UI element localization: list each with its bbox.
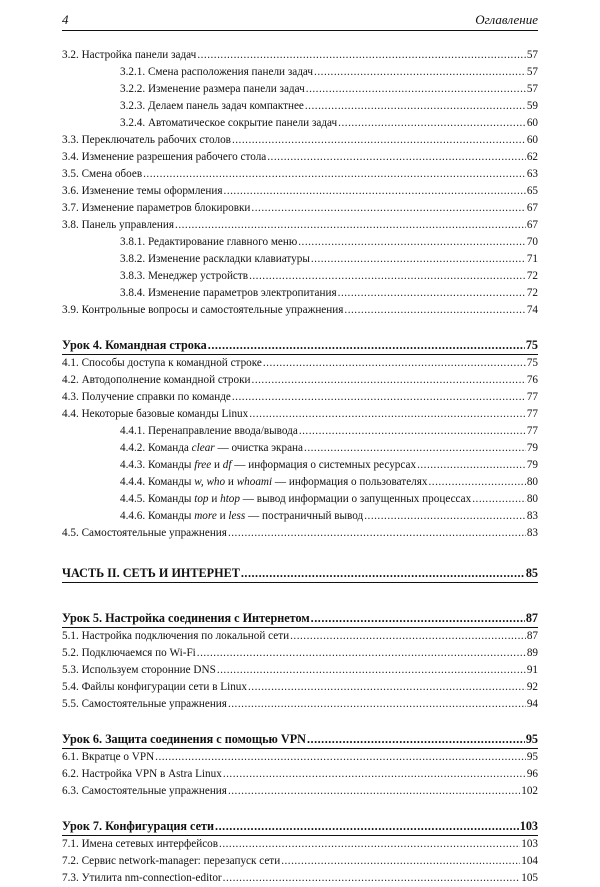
toc-entry[interactable]	[62, 251, 538, 268]
toc-label-text: 5.2. Подключаемся по Wi-Fi	[62, 647, 196, 659]
toc-entry-label	[62, 355, 262, 372]
toc-page-number: 103	[519, 819, 538, 833]
toc-page-number: 77	[526, 408, 538, 420]
toc-label-text: 5.5. Самостоятельные упражнения	[62, 698, 227, 710]
toc-lesson-entry[interactable]	[62, 730, 538, 748]
toc-entry[interactable]	[62, 783, 538, 800]
toc-entry-label	[62, 870, 222, 887]
toc-label-text: 7.1. Имена сетевых интерфейсов	[62, 838, 219, 850]
toc-entry-label	[120, 474, 427, 491]
dot-leader	[197, 645, 526, 662]
toc-entry[interactable]	[62, 183, 538, 200]
toc-entry[interactable]	[62, 766, 538, 783]
toc-label-text: — информация о пользователях	[272, 476, 428, 488]
section-gap	[62, 319, 538, 336]
section-gap	[62, 713, 538, 730]
dot-leader	[338, 285, 526, 302]
toc-entry[interactable]	[62, 64, 538, 81]
toc-page-number: 105	[521, 872, 538, 884]
toc-label-text: 3.2.1. Смена расположения панели задач	[120, 66, 314, 78]
toc-page-number: 79	[526, 459, 538, 471]
toc-label-text: 3.2.4. Автоматическое сокрытие панели задач	[120, 117, 338, 129]
toc-page-number: 77	[526, 391, 538, 403]
toc-command-name: more	[194, 510, 217, 522]
toc-label-text: 4.4. Некоторые базовые команды Linux	[62, 408, 249, 420]
toc-entry-label	[120, 491, 471, 508]
toc-page-number: 60	[526, 117, 538, 129]
toc-entry[interactable]	[62, 406, 538, 423]
toc-page-number: 83	[526, 527, 538, 539]
toc-entry[interactable]	[62, 836, 538, 853]
toc-entry[interactable]	[62, 81, 538, 98]
toc-page-number: 94	[526, 698, 538, 710]
toc-entry[interactable]	[62, 457, 538, 474]
toc-page-number: 95	[526, 751, 538, 763]
toc-page-number: 83	[526, 510, 538, 522]
toc-page-number: 72	[526, 270, 538, 282]
toc-entry-label	[120, 440, 303, 457]
dot-leader	[306, 81, 526, 98]
dot-leader	[249, 406, 526, 423]
dot-leader	[175, 217, 526, 234]
toc-entry[interactable]	[62, 389, 538, 406]
dot-leader	[298, 234, 526, 251]
toc-entry[interactable]	[62, 217, 538, 234]
toc-entry-label	[120, 115, 337, 132]
toc-entry-label	[62, 200, 250, 217]
toc-entry-label	[62, 389, 231, 406]
toc-part-entry[interactable]	[62, 564, 538, 582]
toc-page-number: 72	[526, 287, 538, 299]
toc-page-number: 77	[526, 425, 538, 437]
toc-entry-label	[62, 47, 196, 64]
toc-entry[interactable]	[62, 474, 538, 491]
toc-label-text: 7.3. Утилита nm-connection-editor	[62, 872, 222, 884]
dot-leader	[228, 525, 526, 542]
toc-label-text: 4.2. Автодополнение командной строки	[62, 374, 251, 386]
toc-lesson-entry[interactable]	[62, 609, 538, 627]
table-of-contents	[62, 47, 538, 887]
dot-leader	[263, 355, 526, 372]
dot-leader	[417, 457, 526, 474]
toc-entry-label	[62, 836, 218, 853]
section-gap	[62, 592, 538, 609]
toc-entry-label	[62, 730, 306, 748]
dot-leader	[215, 817, 519, 835]
toc-label-text: 5.3. Используем сторонние DNS	[62, 664, 216, 676]
toc-entry-label	[62, 662, 216, 679]
toc-entry-label	[62, 696, 227, 713]
dot-leader	[223, 870, 521, 887]
toc-entry-label	[120, 81, 305, 98]
toc-label-text: 3.9. Контрольные вопросы и самостоятельные упражнения	[62, 304, 344, 316]
toc-entry[interactable]	[62, 115, 538, 132]
toc-command-name: htop	[220, 493, 240, 505]
toc-label-text: 4.4.4. Команды	[120, 476, 195, 488]
toc-entry[interactable]	[62, 132, 538, 149]
toc-command-name: free	[194, 459, 212, 471]
toc-entry-label	[62, 645, 196, 662]
toc-entry-label	[62, 749, 154, 766]
toc-label-text: 4.5. Самостоятельные упражнения	[62, 527, 227, 539]
toc-entry-label	[120, 285, 337, 302]
dot-leader	[472, 491, 526, 508]
toc-label-text: 3.8.3. Менеджер устройств	[120, 270, 249, 282]
toc-label-text: 3.6. Изменение темы оформления	[62, 185, 223, 197]
toc-command-name: less	[228, 510, 246, 522]
dot-leader	[304, 440, 526, 457]
dot-leader	[228, 783, 520, 800]
dot-leader	[248, 679, 526, 696]
dot-leader	[311, 609, 525, 627]
toc-entry[interactable]	[62, 525, 538, 542]
toc-page-number: 92	[526, 681, 538, 693]
toc-page-number: 89	[526, 647, 538, 659]
toc-label-text: 3.3. Переключатель рабочих столов	[62, 134, 231, 146]
dot-leader	[217, 662, 526, 679]
dot-leader	[208, 336, 525, 354]
toc-label-text: 4.3. Получение справки по команде	[62, 391, 231, 403]
dot-leader	[428, 474, 525, 491]
toc-page-number: 76	[526, 374, 538, 386]
toc-label-text: — постраничный вывод	[245, 510, 364, 522]
toc-label-text: 4.1. Способы доступа к командной строке	[62, 357, 262, 369]
toc-entry-label	[62, 525, 227, 542]
section-gap	[62, 542, 538, 564]
toc-entry[interactable]	[62, 372, 538, 389]
toc-entry-label	[120, 508, 363, 525]
toc-label-text: ЧАСТЬ II. СЕТЬ И ИНТЕРНЕТ	[62, 566, 240, 580]
toc-page-number: 75	[526, 357, 538, 369]
toc-command-name: df	[222, 459, 232, 471]
toc-entry[interactable]	[62, 234, 538, 251]
toc-entry[interactable]	[62, 98, 538, 115]
dot-leader	[290, 628, 526, 645]
page-header	[62, 10, 538, 31]
toc-entry[interactable]	[62, 302, 538, 319]
toc-entry-label	[120, 64, 313, 81]
dot-leader	[281, 853, 520, 870]
toc-entry-label	[62, 783, 227, 800]
toc-page-number: 96	[526, 768, 538, 780]
dot-leader	[224, 183, 526, 200]
toc-page-number: 59	[526, 100, 538, 112]
toc-page-number: 57	[526, 66, 538, 78]
toc-entry-label	[120, 234, 297, 251]
toc-label-text: Урок 4. Командная строка	[62, 338, 207, 352]
toc-label-text: 6.1. Вкратце о VPN	[62, 751, 155, 763]
page-number: 4	[62, 12, 69, 27]
toc-entry-label	[62, 817, 214, 835]
toc-label-text: и	[216, 510, 229, 522]
toc-label-text: 4.4.1. Перенаправление ввода/вывода	[120, 425, 298, 437]
dot-leader	[232, 132, 526, 149]
toc-page-number: 71	[526, 253, 538, 265]
toc-label-text: 3.2. Настройка панели задач	[62, 49, 197, 61]
toc-command-name: clear	[191, 442, 215, 454]
toc-entry[interactable]	[62, 645, 538, 662]
toc-command-name: whoami	[236, 476, 273, 488]
toc-label-text: и	[211, 459, 223, 471]
toc-entry[interactable]	[62, 166, 538, 183]
toc-entry-label	[62, 853, 280, 870]
dot-leader	[267, 149, 526, 166]
dot-leader	[305, 98, 526, 115]
toc-entry-label	[62, 609, 310, 627]
toc-entry[interactable]	[62, 149, 538, 166]
dot-leader	[364, 508, 526, 525]
toc-entry[interactable]	[62, 285, 538, 302]
toc-entry[interactable]	[62, 47, 538, 64]
toc-label-text: 3.8.1. Редактирование главного меню	[120, 236, 298, 248]
toc-page-number: 91	[526, 664, 538, 676]
toc-entry-label	[120, 423, 298, 440]
toc-label-text: 3.4. Изменение разрешения рабочего стола	[62, 151, 267, 163]
toc-entry[interactable]	[62, 679, 538, 696]
toc-page-number: 74	[526, 304, 538, 316]
toc-entry[interactable]	[62, 355, 538, 372]
toc-label-text: и	[208, 493, 221, 505]
toc-label-text: 5.4. Файлы конфигурации сети в Linux	[62, 681, 247, 693]
toc-page-number: 67	[526, 219, 538, 231]
toc-entry[interactable]	[62, 200, 538, 217]
toc-label-text: — вывод информации о запущенных процессах	[240, 493, 472, 505]
toc-label-text: 4.4.6. Команды	[120, 510, 195, 522]
dot-leader	[251, 200, 525, 217]
toc-page-number: 103	[521, 838, 538, 850]
toc-label-text: 3.7. Изменение параметров блокировки	[62, 202, 251, 214]
dot-leader	[223, 766, 526, 783]
toc-label-text: 6.2. Настройка VPN в Astra Linux	[62, 768, 222, 780]
toc-entry-label	[62, 149, 266, 166]
toc-label-text: — очистка экрана	[214, 442, 304, 454]
dot-leader	[241, 564, 525, 582]
dot-leader	[143, 166, 526, 183]
toc-page-number: 102	[521, 785, 538, 797]
toc-label-text: 4.4.3. Команды	[120, 459, 195, 471]
toc-entry[interactable]	[62, 491, 538, 508]
toc-entry[interactable]	[62, 749, 538, 766]
toc-entry-label	[62, 336, 207, 354]
toc-label-text: 7.2. Сервис network-manager: перезапуск сети	[62, 855, 281, 867]
toc-label-text: 3.8. Панель управления	[62, 219, 175, 231]
toc-page-number: 80	[526, 493, 538, 505]
toc-label-text: 3.8.4. Изменение параметров электропитания	[120, 287, 337, 299]
toc-entry-label	[62, 406, 248, 423]
toc-label-text: Урок 7. Конфигурация сети	[62, 819, 215, 833]
toc-entry-label	[62, 217, 174, 234]
toc-entry-label	[120, 268, 248, 285]
toc-entry[interactable]	[62, 508, 538, 525]
toc-entry[interactable]	[62, 853, 538, 870]
dot-leader	[307, 730, 525, 748]
toc-page-number: 63	[526, 168, 538, 180]
toc-page-number: 70	[526, 236, 538, 248]
dot-leader	[232, 389, 526, 406]
toc-entry-label	[62, 628, 289, 645]
toc-page-number: 85	[525, 566, 538, 580]
toc-entry[interactable]	[62, 628, 538, 645]
toc-page-number: 60	[526, 134, 538, 146]
toc-page-number: 57	[526, 49, 538, 61]
toc-entry-label	[120, 98, 304, 115]
dot-leader	[311, 251, 526, 268]
toc-command-name: w, who	[194, 476, 226, 488]
toc-entry-label	[62, 564, 240, 582]
dot-leader	[252, 372, 526, 389]
dot-leader	[197, 47, 526, 64]
toc-entry[interactable]	[62, 268, 538, 285]
toc-command-name: top	[194, 493, 209, 505]
toc-label-text: 3.8.2. Изменение раскладки клавиатуры	[120, 253, 310, 265]
dot-leader	[219, 836, 520, 853]
toc-entry-label	[62, 766, 222, 783]
toc-label-text: и	[225, 476, 237, 488]
section-title: Оглавление	[475, 12, 538, 27]
toc-page-number: 104	[521, 855, 538, 867]
toc-entry-label	[62, 302, 343, 319]
toc-page-number: 87	[525, 611, 538, 625]
section-gap	[62, 583, 538, 592]
toc-page-number: 80	[526, 476, 538, 488]
toc-label-text: 3.2.2. Изменение размера панели задач	[120, 83, 305, 95]
toc-entry-label	[62, 679, 247, 696]
toc-page-number: 65	[526, 185, 538, 197]
toc-entry[interactable]	[62, 662, 538, 679]
toc-label-text: 6.3. Самостоятельные упражнения	[62, 785, 227, 797]
dot-leader	[228, 696, 526, 713]
toc-entry-label	[62, 132, 231, 149]
dot-leader	[249, 268, 526, 285]
toc-page-number: 87	[526, 630, 538, 642]
section-gap	[62, 800, 538, 817]
toc-entry-label	[62, 166, 142, 183]
toc-entry[interactable]	[62, 870, 538, 887]
dot-leader	[338, 115, 526, 132]
toc-page-number: 75	[525, 338, 538, 352]
toc-label-text: — информация о системных ресурсах	[231, 459, 417, 471]
dot-leader	[344, 302, 525, 319]
dot-leader	[155, 749, 526, 766]
toc-entry[interactable]	[62, 696, 538, 713]
toc-lesson-entry[interactable]	[62, 336, 538, 354]
toc-entry-label	[120, 457, 416, 474]
toc-entry-label	[62, 372, 251, 389]
toc-entry[interactable]	[62, 423, 538, 440]
toc-label-text: 5.1. Настройка подключения по локальной сети	[62, 630, 290, 642]
toc-page-number: 79	[526, 442, 538, 454]
toc-label-text: 3.2.3. Делаем панель задач компактнее	[120, 100, 304, 112]
toc-page-number: 62	[526, 151, 538, 163]
toc-entry-label	[120, 251, 310, 268]
toc-label-text: Урок 5. Настройка соединения с Интернетом	[62, 611, 310, 625]
toc-entry-label	[62, 183, 223, 200]
toc-lesson-entry[interactable]	[62, 817, 538, 835]
toc-label-text: 4.4.2. Команда	[120, 442, 192, 454]
toc-label-text: 3.5. Смена обоев	[62, 168, 143, 180]
toc-label-text: Урок 6. Защита соединения с помощью VPN	[62, 732, 306, 746]
dot-leader	[314, 64, 526, 81]
dot-leader	[299, 423, 526, 440]
toc-label-text: 4.4.5. Команды	[120, 493, 195, 505]
toc-page-number: 57	[526, 83, 538, 95]
toc-page-number: 67	[526, 202, 538, 214]
toc-page-number: 95	[525, 732, 538, 746]
toc-entry[interactable]	[62, 440, 538, 457]
